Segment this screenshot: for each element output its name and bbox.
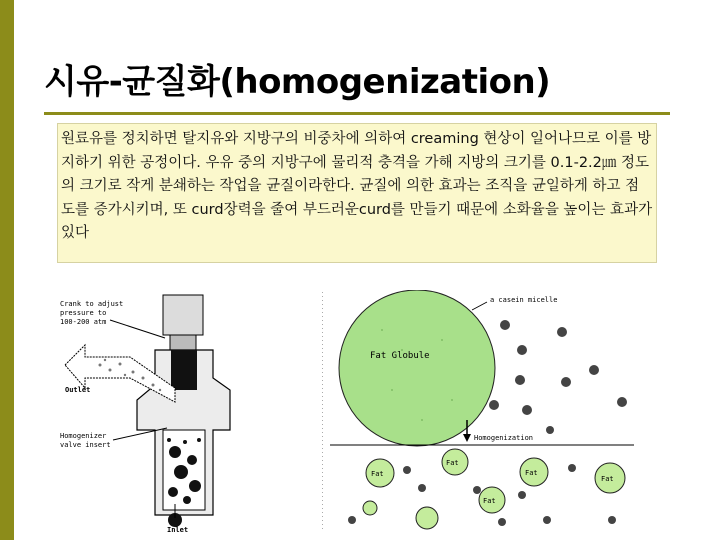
inlet-label: Inlet	[167, 526, 189, 534]
fat-globule-diagram	[322, 290, 642, 535]
micelle-label: a casein micelle	[490, 296, 558, 304]
fat-globule-large	[339, 290, 495, 446]
crank-label-1: Crank to adjust	[60, 300, 124, 308]
slide-title: 시유-균질화(homogenization)	[44, 62, 551, 102]
crank-label-2: pressure to	[60, 309, 107, 317]
homogenizer-valve-diagram	[55, 290, 295, 535]
left-accent-bar	[0, 0, 14, 540]
crank-label-3: 100-200 atm	[60, 318, 107, 326]
title-divider	[44, 112, 670, 115]
body-text-box: 원료유를 정치하면 탈지유와 지방구의 비중차에 의하여 creaming 현상이 일어나므로 이를 방지하기 위한 공정이다. 우유 중의 지방구에 물리적 충격을 가해 지방의 크기를 0.1-2.2㎛ 정도의 크기로 작게 분쇄하는 작업을 균질이라한다. 균질에 의한 효과는 조직을 균일하게 하고 점도를 증가시키며, 또 curd장력을 줄여 부드러운curd를 만들기 때문에 소화율을 높이는 효과가 있다	[57, 123, 657, 263]
fat-label-5: Fat	[483, 497, 496, 505]
fat-label-2: Fat	[446, 459, 459, 467]
fat-label-3: Fat	[525, 469, 538, 477]
valve-label-2: valve insert	[60, 441, 111, 449]
crank-handle	[163, 295, 203, 335]
globule-label: Fat Globule	[370, 351, 430, 361]
outlet-label: Outlet	[65, 386, 91, 394]
crank-pointer	[110, 320, 165, 338]
valve-label-1: Homogenizer	[60, 432, 107, 440]
fat-label-1: Fat	[371, 470, 384, 478]
small-fat-globules	[363, 449, 625, 529]
fat-label-4: Fat	[601, 475, 614, 483]
homogenization-label: Homogenization	[474, 434, 534, 442]
valve-stem	[171, 350, 197, 390]
